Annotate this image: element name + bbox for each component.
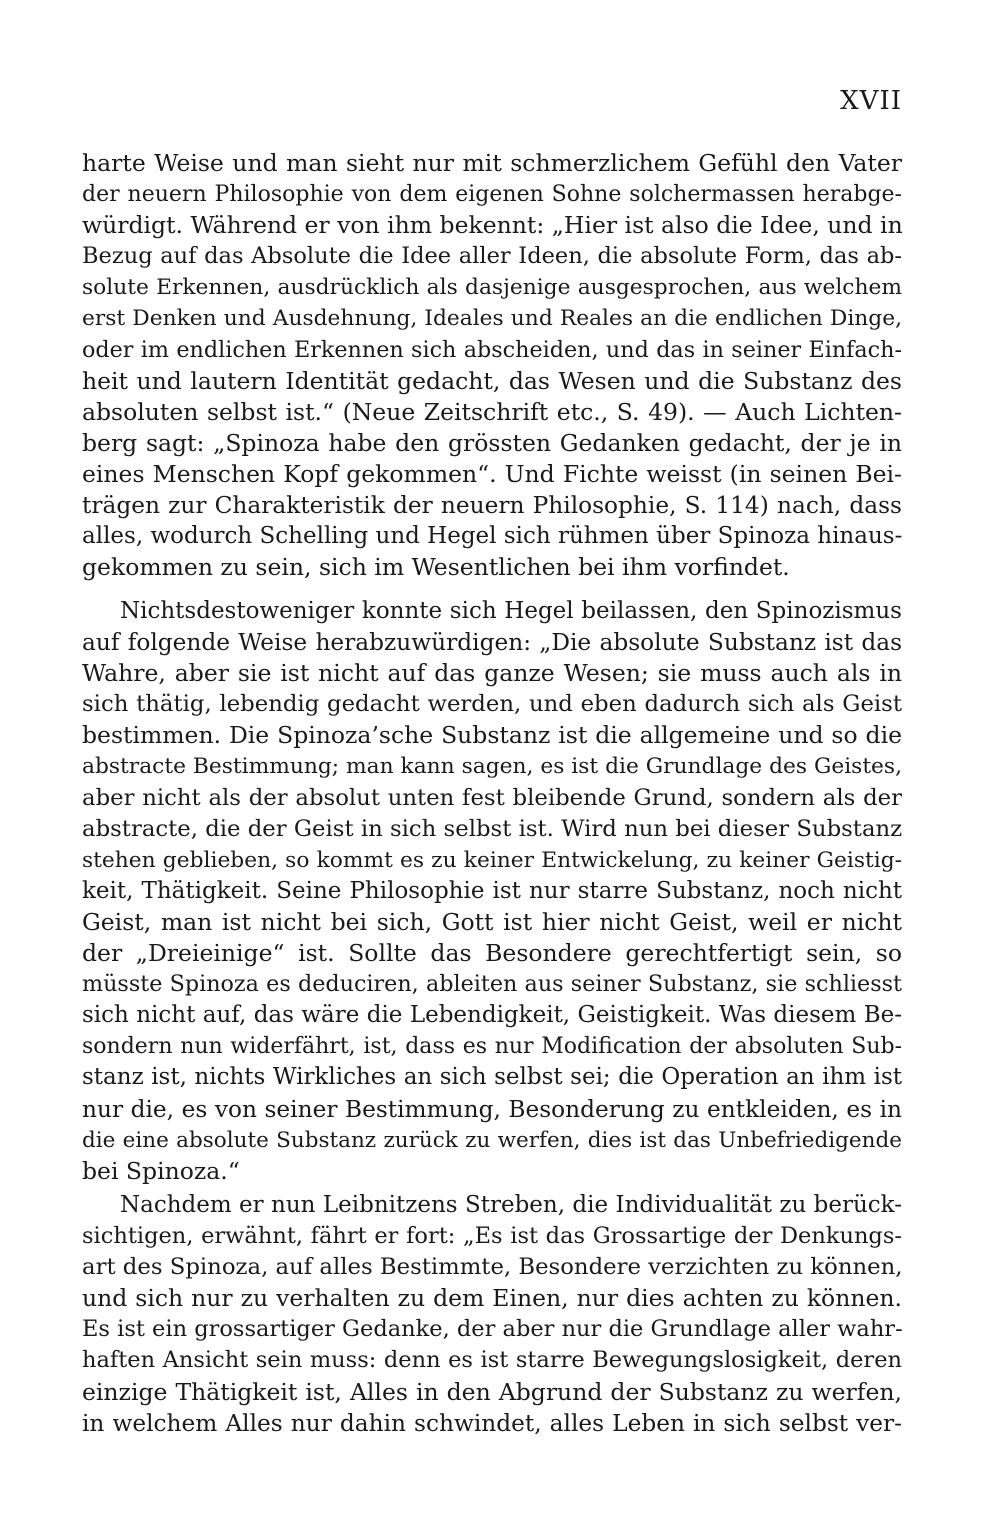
text-line: sondern nun widerfährt, ist, dass es nur Modification der absoluten Sub- [82,1034,902,1060]
text-line: keit, Thätigkeit. Seine Philosophie ist nur starre Substanz, noch nicht [82,877,902,904]
text-line: bei Spinoza.“ [82,1156,240,1185]
text-line: nur die, es von seiner Bestimmung, Besonderung zu entkleiden, es in [82,1095,902,1123]
text-line: sichtigen, erwähnt, fährt er fort: „Es ist das Grossartige der Denkungs- [82,1223,902,1250]
page-number: XVII [840,86,902,116]
text-line: abstracte Bestimmung; man kann sagen, es ist die Grundlage des Geistes, [82,754,903,780]
text-line: die eine absolute Substanz zurück zu werfen, dies ist das Unbefriedigende [82,1127,902,1153]
paragraph-2 [82,596,902,1187]
text-line: müsste Spinoza es deduciren, ableiten aus seiner Substanz, sie schliesst [82,971,902,998]
text-line: stehen geblieben, so kommt es zu keiner Entwickelung, zu keiner Geistig- [82,847,902,873]
text-line: Bezug auf das Absolute die Idee aller Ideen, die absolute Form, das ab- [82,243,902,270]
text-line: Wahre, aber sie ist nicht auf das ganze Wesen; sie muss auch als in [82,659,902,688]
text-line: sich nicht auf, das wäre die Lebendigkeit, Geistigkeit. Was diesem Be- [82,1002,902,1029]
text-line: Geist, man ist nicht bei sich, Gott ist hier nicht Geist, weil er nicht [82,907,902,936]
text-line: trägen zur Charakteristik der neuern Philosophie, S. 114) nach, dass [82,492,902,520]
paragraph-1 [82,148,902,583]
text-line: der „Dreieinige“ ist. Sollte das Besondere gerechtfertigt sein, so [82,939,902,968]
text-line: in welchem Alles nur dahin schwindet, alles Leben in sich selbst ver- [82,1409,902,1437]
text-line: bestimmen. Die Spinoza’sche Substanz ist die allgemeine und so die [82,721,902,750]
text-line: würdigt. Während er von ihm bekennt: „Hier ist also die Idee, und in [82,211,903,240]
text-line: gekommen zu sein, sich im Wesentlichen bei ihm vorfindet. [82,553,790,582]
text-line: haften Ansicht sein muss: denn es ist starre Bewegungslosigkeit, deren [82,1347,902,1374]
text-line: stanz ist, nichts Wirkliches an sich selbst sei; die Operation an ihm ist [82,1064,902,1091]
text-line: berg sagt: „Spinoza habe den grössten Gedanken gedacht, der je in [82,428,902,457]
text-line: oder im endlichen Erkennen sich abscheiden, und das in seiner Einfach- [82,336,902,363]
text-line: auf folgende Weise herabzuwürdigen: „Die absolute Substanz ist das [82,629,902,657]
text-line: harte Weise und man sieht nur mit schmerzlichem Gefühl den Vater [82,149,902,177]
text-line: erst Denken und Ausdehnung, Ideales und Reales an die endlichen Dinge, [82,306,902,332]
text-line: Nachdem er nun Leibnitzens Streben, die Individualität zu berück- [120,1192,902,1218]
text-line: abstracte, die der Geist in sich selbst ist. Wird nun bei dieser Substanz [82,815,903,842]
text-line: der neuern Philosophie von dem eigenen Sohne solchermassen herabge- [82,182,902,208]
text-line: sich thätig, lebendig gedacht werden, und eben dadurch sich als Geist [82,691,902,718]
text-line: aber nicht als der absolut unten fest bleibende Grund, sondern als der [82,784,902,811]
text-line: solute Erkennen, ausdrücklich als dasjenige ausgesprochen, aus welchem [82,275,902,301]
text-line: heit und lautern Identität gedacht, das Wesen und die Substanz des [82,366,902,395]
text-line: art des Spinoza, auf alles Bestimmte, Besondere verzichten zu können, [82,1254,903,1281]
text-line: und sich nur zu verhalten zu dem Einen, nur dies achten zu können. [82,1284,902,1313]
text-line: absoluten selbst ist.“ (Neue Zeitschrift etc., S. 49). — Auch Lichten- [82,397,902,426]
text-line: einzige Thätigkeit ist, Alles in den Abgrund der Substanz zu werfen, [82,1377,902,1406]
text-line: Nichtsdestoweniger konnte sich Hegel beilassen, den Spinozismus [120,598,902,624]
text-line: eines Menschen Kopf gekommen“. Und Fichte weisst (in seinen Bei- [82,459,902,488]
text-line: alles, wodurch Schelling und Hegel sich rühmen über Spinoza hinaus- [82,523,903,550]
paragraph-3 [82,1190,902,1439]
text-line: Es ist ein grossartiger Gedanke, der aber nur die Grundlage aller wahr- [82,1316,903,1343]
